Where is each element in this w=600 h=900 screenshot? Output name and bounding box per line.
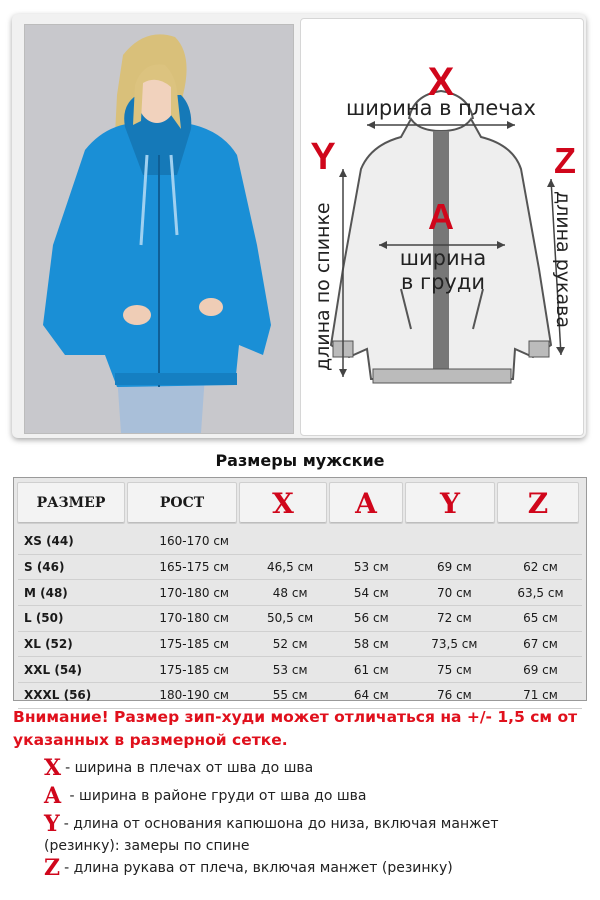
cell-a: 54 см — [353, 585, 389, 600]
hoodie-sketch — [301, 19, 583, 435]
legend-key-y: Y — [44, 811, 60, 837]
cell-a: 58 см — [353, 637, 389, 652]
cell-x: 52 см — [272, 637, 308, 652]
cell-height: 170-180 см — [159, 585, 229, 600]
header-a: A — [329, 482, 403, 524]
header-height: РОСТ — [127, 482, 237, 524]
cell-size: XXL (54) — [24, 662, 82, 677]
legend-text-z: - длина рукава от плеча, включая манжет (резинку) — [64, 860, 453, 876]
table-row — [18, 555, 582, 581]
sleeve-length-label: длина рукава — [552, 191, 574, 328]
shoulder-label: ширина в плечах — [346, 96, 536, 120]
diagram-a-letter: A — [428, 196, 454, 237]
cell-height: 175-185 см — [159, 662, 229, 677]
table-body — [18, 529, 582, 709]
cell-z: 65 см — [523, 611, 558, 626]
table-header-row — [16, 480, 584, 526]
model-photo — [24, 24, 294, 434]
cell-size: S (46) — [24, 560, 65, 575]
cell-z: 67 см — [523, 637, 558, 652]
diagram-x-letter: X — [427, 60, 455, 104]
cell-a: 61 см — [353, 662, 389, 677]
cell-z: 63,5 см — [517, 585, 564, 600]
cell-size: L (50) — [24, 611, 64, 626]
cell-height: 180-190 см — [159, 688, 229, 703]
legend-key-a: A — [44, 783, 62, 809]
cell-height: 160-170 см — [159, 534, 229, 549]
cell-y: 75 см — [437, 662, 472, 677]
cell-y: 73,5 см — [431, 637, 478, 652]
table-row — [18, 529, 582, 555]
cell-x: 50,5 см — [267, 611, 314, 626]
cell-size: M (48) — [24, 585, 68, 600]
cell-y: 76 см — [437, 688, 472, 703]
measurement-diagram — [300, 18, 584, 436]
table-row — [18, 606, 582, 632]
product-image-card — [12, 14, 586, 438]
cell-size: XS (44) — [24, 534, 74, 549]
cell-x: 55 см — [272, 688, 308, 703]
chest-label-line2: в груди — [400, 270, 486, 294]
cell-z: 71 см — [523, 688, 558, 703]
diagram-z-letter: Z — [554, 140, 576, 181]
back-length-label: длина по спинке — [312, 202, 334, 371]
legend-item-z — [44, 857, 564, 879]
table-title: Размеры мужские — [215, 451, 385, 470]
cell-a: 56 см — [353, 611, 389, 626]
legend-item-x — [44, 757, 564, 779]
legend-text-x: - ширина в плечах от шва до шва — [65, 760, 314, 776]
header-y: Y — [405, 482, 495, 524]
cell-y: 70 см — [437, 585, 472, 600]
size-warning: Внимание! Размер зип-худи может отличаться на +/- 1,5 см от указанных в размерной сетке. — [13, 708, 578, 749]
legend-item-a — [44, 785, 564, 807]
cell-z: 62 см — [523, 560, 558, 575]
legend-text-a: - ширина в районе груди от шва до шва — [65, 788, 367, 804]
table-row — [18, 632, 582, 658]
model-hoodie-illustration — [25, 25, 293, 433]
cell-height: 165-175 см — [159, 560, 229, 575]
table-row — [18, 580, 582, 606]
cell-y: 72 см — [437, 611, 472, 626]
table-row — [18, 683, 582, 709]
chest-label-line1: ширина — [399, 246, 487, 270]
cell-size: XL (52) — [24, 637, 73, 652]
legend-text-y: - длина от основания капюшона до низа, включая манжет (резинку): замеры по спине — [44, 816, 499, 854]
cell-a: 64 см — [353, 688, 389, 703]
header-x: X — [239, 482, 327, 524]
legend-item-y — [44, 813, 564, 857]
cell-z: 69 см — [523, 662, 558, 677]
header-z: Z — [497, 482, 579, 524]
cell-height: 175-185 см — [159, 637, 229, 652]
cell-x: 46,5 см — [267, 560, 314, 575]
diagram-y-letter: Y — [310, 136, 336, 178]
legend-key-z: Z — [44, 855, 61, 881]
legend-key-x: X — [44, 755, 62, 781]
cell-x: 48 см — [272, 585, 308, 600]
cell-a: 53 см — [353, 560, 389, 575]
size-table — [13, 477, 587, 701]
cell-height: 170-180 см — [159, 611, 229, 626]
cell-x: 53 см — [272, 662, 308, 677]
cell-size: XXXL (56) — [24, 688, 92, 703]
cell-y: 69 см — [437, 560, 472, 575]
table-row — [18, 657, 582, 683]
header-size: РАЗМЕР — [17, 482, 125, 524]
